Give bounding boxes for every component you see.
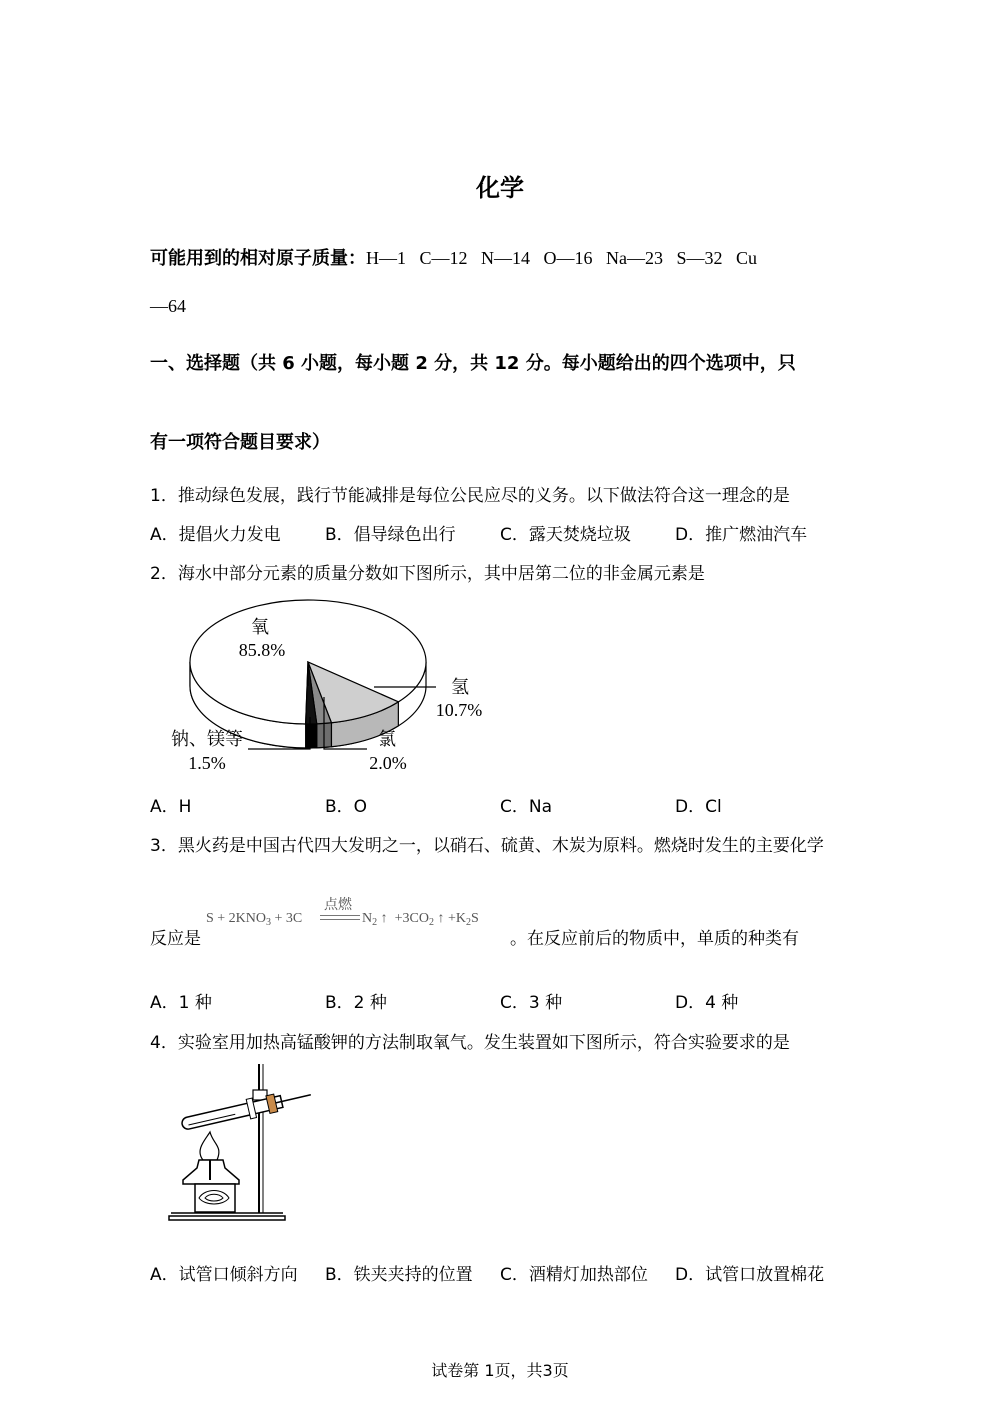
oxygen-percent: 85.8% — [238, 640, 286, 660]
seawater-pie-chart — [160, 592, 500, 782]
q4-option-d[interactable]: D．试管口放置棉花 — [675, 1265, 825, 1285]
question-3-stem-prefix: 反应是 — [150, 929, 201, 949]
question-1-stem: 1．推动绿色发展，践行节能减排是每位公民应尽的义务。以下做法符合这一理念的是 — [150, 486, 790, 506]
hydrogen-label: 氢 — [451, 677, 469, 698]
atomic-mass-values-cont: —64 — [150, 296, 186, 316]
pie-geometry — [190, 600, 426, 748]
q1-option-d[interactable]: D．推广燃油汽车 — [675, 525, 808, 545]
others-percent: 1.5% — [188, 753, 226, 773]
atomic-mass-values: H—1 C—12 N—14 O—16 Na—23 S—32 Cu — [366, 248, 758, 268]
q4-option-b[interactable]: B．铁夹夹持的位置 — [325, 1265, 473, 1285]
q4-option-a[interactable]: A．试管口倾斜方向 — [150, 1265, 298, 1285]
q4-option-c[interactable]: C．酒精灯加热部位 — [500, 1265, 648, 1285]
q2-option-a[interactable]: A．H — [150, 797, 192, 817]
chlorine-percent: 2.0% — [369, 753, 407, 773]
pie-slice-others-wall — [306, 724, 317, 748]
q2-option-d[interactable]: D．Cl — [675, 797, 722, 817]
atomic-mass-label: 可能用到的相对原子质量： — [150, 248, 366, 269]
oxygen-apparatus-figure — [165, 1060, 315, 1230]
question-3-stem: 3．黑火药是中国古代四大发明之一，以硝石、硫黄、木炭为原料。燃烧时发生的主要化学 — [150, 836, 824, 856]
q3-option-c[interactable]: C．3 种 — [500, 993, 563, 1013]
equation-products: $N_2$ ↑ $+3CO_2$ ↑ $+K_2S$ — [362, 911, 479, 928]
equation-reactants: $S + 2KNO_3 + 3C$ — [206, 911, 303, 928]
hydrogen-percent: 10.7% — [435, 700, 483, 720]
test-tube — [180, 1085, 313, 1134]
equation-sign-bottom — [320, 919, 360, 920]
q2-option-b[interactable]: B．O — [325, 797, 368, 817]
question-4-stem: 4．实验室用加热高锰酸钾的方法制取氧气。发生装置如下图所示，符合实验要求的是 — [150, 1033, 790, 1053]
equation-sign-top — [320, 915, 360, 916]
atomic-mass-line — [150, 244, 757, 270]
equation-condition: 点燃 — [324, 897, 352, 913]
oxygen-label: 氧 — [251, 617, 269, 638]
q3-option-d[interactable]: D．4 种 — [675, 993, 739, 1013]
page-footer: 试卷第 1页，共3页 — [431, 1361, 569, 1380]
q3-option-a[interactable]: A．1 种 — [150, 993, 212, 1013]
q1-option-a[interactable]: A．提倡火力发电 — [150, 525, 281, 545]
q3-option-b[interactable]: B．2 种 — [325, 993, 387, 1013]
section-heading: 一、选择题（共 6 小题，每小题 2 分，共 12 分。每小题给出的四个选项中，只 — [150, 353, 796, 374]
section-heading-cont: 有一项符合题目要求） — [150, 432, 330, 453]
chemical-equation — [206, 894, 510, 944]
stand-base — [169, 1216, 285, 1220]
chlorine-label: 氯 — [378, 729, 396, 750]
question-3-stem-suffix: 。在反应前后的物质中，单质的种类有 — [510, 929, 799, 949]
flame — [200, 1132, 219, 1160]
q1-option-b[interactable]: B．倡导绿色出行 — [325, 525, 456, 545]
q2-option-c[interactable]: C．Na — [500, 797, 553, 817]
question-2-stem: 2．海水中部分元素的质量分数如下图所示，其中居第二位的非金属元素是 — [150, 564, 705, 584]
others-label: 钠、镁等 — [171, 729, 243, 750]
q1-option-c[interactable]: C．露天焚烧垃圾 — [500, 525, 631, 545]
page-title: 化学 — [476, 174, 524, 202]
